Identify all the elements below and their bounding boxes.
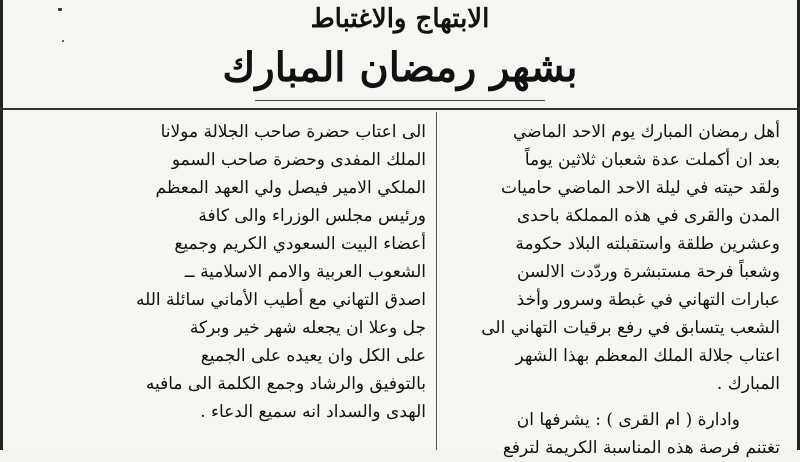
text-line: الشعب يتسابق في رفع برقيات التهاني الى [481, 318, 780, 338]
text-line: وعشرين طلقة واستقبلته البلاد حكومة [515, 234, 780, 254]
text-line: اصدق التهاني مع أطيب الأماني سائلة الله [135, 290, 426, 310]
paragraph-gap [445, 398, 780, 406]
text-line: على الكل وان يعيده على الجميع [200, 346, 426, 366]
article-column-left [58, 118, 426, 426]
text-line: المبارك . [716, 374, 780, 394]
text-line: جل وعلا ان يجعله شهر خير وبركة [189, 318, 426, 338]
title-underline [255, 100, 545, 101]
text-line: تغتنم فرصة هذه المناسبة الكريمة لترفع [502, 438, 780, 458]
text-line: الشعوب العربية والامم الاسلامية ــ [184, 262, 426, 282]
column-divider [436, 112, 437, 450]
text-line: الى اعتاب حضرة صاحب الجلالة مولانا [160, 122, 426, 142]
text-line: بعد ان أكملت عدة شعبان ثلاثين يوماً [524, 150, 780, 170]
text-line: المدن والقرى في هذه المملكة باحدى [517, 206, 780, 226]
text-line: بالتوفيق والرشاد وجمع الكلمة الى مافيه [145, 374, 426, 394]
text-line: الملكي الامير فيصل ولي العهد المعظم [155, 178, 426, 198]
headline-main: بشهر رمضان المبارك [222, 44, 578, 91]
text-line: الهدى والسداد انه سميع الدعاء . [200, 402, 426, 422]
text-line: أهل رمضان المبارك يوم الاحد الماضي [513, 122, 780, 142]
text-line: عبارات التهاني في غبطة وسرور وأخذ [516, 290, 780, 310]
scan-speck [62, 40, 64, 42]
text-line: وادارة ( ام القرى ) : يشرفها ان [516, 410, 740, 430]
text-line: اعتاب جلالة الملك المعظم بهذا الشهر [515, 346, 780, 366]
article-column-right [445, 118, 780, 462]
text-line: الملك المفدى وحضرة صاحب السمو [171, 150, 426, 170]
text-line: وشعباً فرحة مستبشرة وردّدت الالسن [517, 262, 780, 282]
header-rule [0, 108, 800, 110]
headline-top: الابتهاج والاغتباط [310, 4, 490, 34]
text-line: أعضاء البيت السعودي الكريم وجميع [174, 234, 426, 254]
text-line: ورئيس مجلس الوزراء والى كافة [198, 206, 426, 226]
scan-speck [58, 8, 62, 11]
text-line: ولقد حيته في ليلة الاحد الماضي حاميات [500, 178, 780, 198]
scan-edge-left [0, 0, 3, 450]
